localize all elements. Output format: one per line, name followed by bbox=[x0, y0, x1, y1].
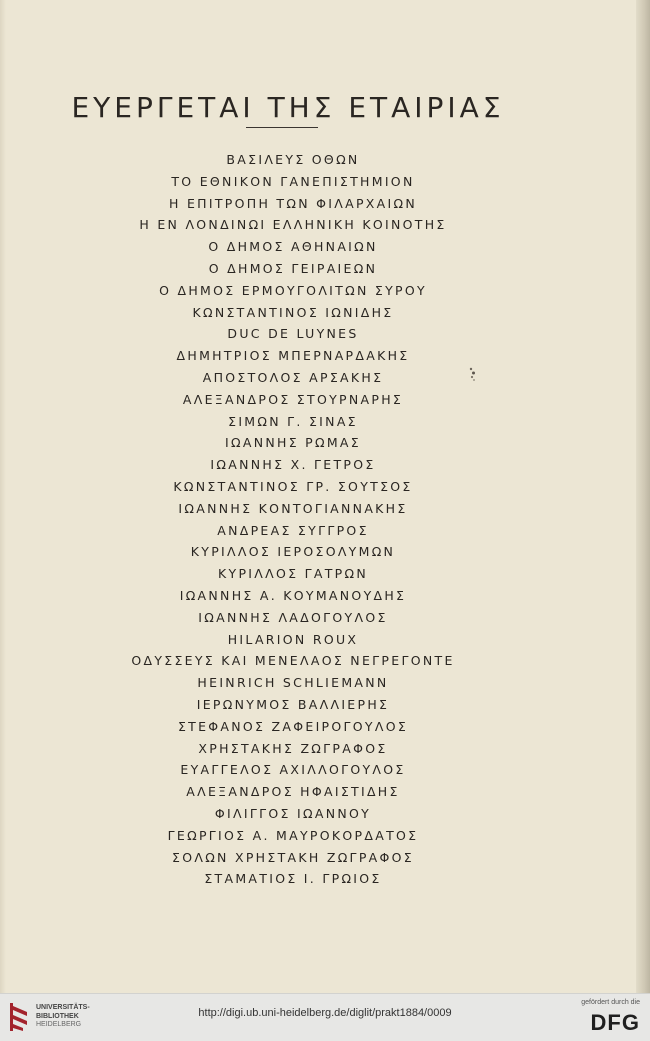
benefactor-name: HILARION ROUX bbox=[227, 631, 359, 647]
benefactor-name: ΒΑΣΙΛΕΥΣ ΟΘΩΝ bbox=[226, 152, 360, 167]
benefactor-name: ΚΥΡΙΛΛΟΣ ΙΕΡΟΣΟΛΥΜΩΝ bbox=[190, 544, 396, 560]
library-name-line3: HEIDELBERG bbox=[36, 1021, 82, 1028]
dfg-logo[interactable]: DFG bbox=[590, 1010, 640, 1035]
benefactor-name: ΑΛΕΞΑΝΔΡΟΣ ΣΤΟΥΡΝΑΡΗΣ bbox=[182, 391, 404, 407]
page-right-edge bbox=[636, 0, 650, 993]
benefactor-name: ΙΩΑΝΝΗΣ ΛΑΔΟΓΟΥΛΟΣ bbox=[198, 609, 388, 625]
benefactors-list bbox=[0, 149, 586, 890]
library-name-line2: BIBLIOTHEK bbox=[36, 1012, 79, 1020]
benefactor-name: DUC DE LUYNES bbox=[227, 326, 359, 342]
funding-note: gefördert durch die bbox=[581, 999, 640, 1006]
benefactor-name: ΕΥΑΓΓΕΛΟΣ ΑΧΙΛΛΟΓΟΥΛΟΣ bbox=[180, 762, 406, 778]
benefactor-name: Ο ΔΗΜΟΣ ΕΡΜΟΥΓΟΛΙΤΩΝ ΣΥΡΟΥ bbox=[159, 282, 427, 298]
benefactor-name: ΙΩΑΝΝΗΣ ΡΩΜΑΣ bbox=[225, 435, 361, 451]
benefactor-name: ΣΟΛΩΝ ΧΡΗΣΤΑΚΗ ΖΩΓΡΑΦΟΣ bbox=[172, 849, 414, 865]
library-name-line1: UNIVERSITÄTS- bbox=[36, 1004, 90, 1011]
benefactor-name: HEINRICH SCHLIEMANN bbox=[197, 675, 389, 691]
benefactor-name: ΚΩΝΣΤΑΝΤΙΝΟΣ ΓΡ. ΣΟΥΤΣΟΣ bbox=[173, 478, 413, 494]
benefactor-name: ΙΕΡΩΝΥΜΟΣ ΒΑΛΛΙΕΡΗΣ bbox=[196, 696, 390, 712]
benefactor-name: ΑΛΕΞΑΝΔΡΟΣ ΗΦΑΙΣΤΙΔΗΣ bbox=[186, 784, 400, 800]
benefactor-name: ΣΤΑΜΑΤΙΟΣ Ι. ΓΡΩΙΟΣ bbox=[204, 871, 382, 887]
ink-speck-icon bbox=[467, 366, 477, 384]
page-title: ΕΥΕΡΓΕΤΑΙ ΤΗΣ ΕΤΑΙΡΙΑΣ bbox=[71, 90, 505, 124]
benefactor-name: ΣΙΜΩΝ Γ. ΣΙΝΑΣ bbox=[228, 413, 358, 429]
benefactor-name: Η ΕΠΙΤΡΟΠΗ ΤΩΝ ΦΙΛΑΡΧΑΙΩΝ bbox=[168, 195, 418, 211]
benefactor-name: ΟΔΥΣΣΕΥΣ ΚΑΙ ΜΕΝΕΛΑΟΣ ΝΕΓΡΕΓΟΝΤΕ bbox=[131, 653, 455, 669]
benefactor-name: ΙΩΑΝΝΗΣ ΚΟΝΤΟΓΙΑΝΝΑΚΗΣ bbox=[178, 500, 408, 516]
viewer-footer bbox=[0, 993, 650, 1041]
benefactor-name: ΑΝΔΡΕΑΣ ΣΥΓΓΡΟΣ bbox=[217, 522, 369, 538]
benefactor-name: ΙΩΑΝΝΗΣ Α. ΚΟΥΜΑΝΟΥΔΗΣ bbox=[179, 587, 407, 603]
benefactor-name: ΣΤΕΦΑΝΟΣ ΖΑΦΕΙΡΟΓΟΥΛΟΣ bbox=[177, 718, 409, 734]
benefactor-name: ΔΗΜΗΤΡΙΟΣ ΜΠΕΡΝΑΡΔΑΚΗΣ bbox=[176, 348, 410, 364]
benefactor-name: Η ΕΝ ΛΟΝΔΙΝΩΙ ΕΛΛΗΝΙΚΗ ΚΟΙΝΟΤΗΣ bbox=[139, 217, 447, 233]
benefactor-name: ΓΕΩΡΓΙΟΣ Α. ΜΑΥΡΟΚΟΡΔΑΤΟΣ bbox=[167, 827, 419, 843]
benefactor-name: ΧΡΗΣΤΑΚΗΣ ΖΩΓΡΑΦΟΣ bbox=[198, 740, 388, 756]
benefactor-name: Ο ΔΗΜΟΣ ΓΕΙΡΑΙΕΩΝ bbox=[208, 260, 378, 276]
benefactor-name: Ο ΔΗΜΟΣ ΑΘΗΝΑΙΩΝ bbox=[208, 239, 378, 255]
benefactor-name: ΦΙΛΙΓΓΟΣ ΙΩΑΝΝΟΥ bbox=[214, 805, 372, 821]
benefactor-name: ΚΥΡΙΛΛΟΣ ΓΑΤΡΩΝ bbox=[218, 566, 368, 582]
title-divider bbox=[246, 127, 318, 128]
benefactor-name: ΙΩΑΝΝΗΣ Χ. ΓΕΤΡΟΣ bbox=[210, 457, 376, 473]
benefactor-name: ΤΟ ΕΘΝΙΚΟΝ ΓΑΝΕΠΙΣΤΗΜΙΟΝ bbox=[171, 173, 415, 189]
permalink-url[interactable]: http://digi.ub.uni-heidelberg.de/diglit/prakt1884/0009 bbox=[198, 1007, 452, 1019]
benefactor-name: ΑΠΟΣΤΟΛΟΣ ΑΡΣΑΚΗΣ bbox=[202, 369, 384, 385]
benefactor-name: ΚΩΝΣΤΑΝΤΙΝΟΣ ΙΩΝΙΔΗΣ bbox=[192, 304, 394, 320]
